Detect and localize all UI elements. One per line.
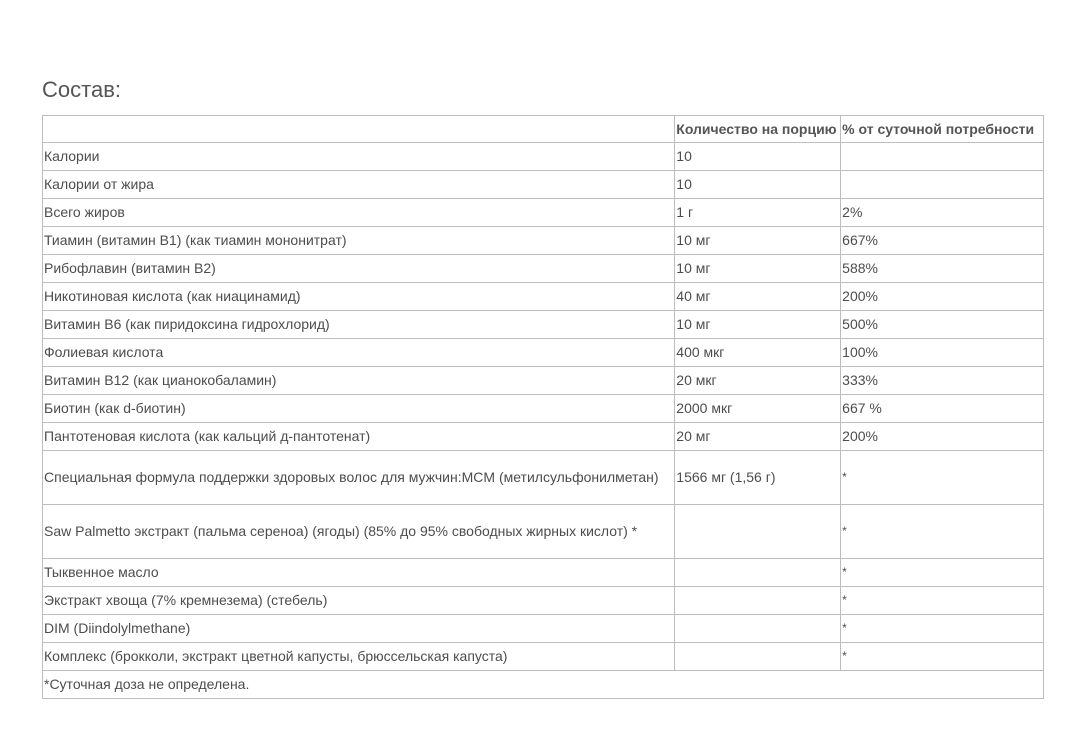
ingredient-daily-value: 667 % xyxy=(841,395,1044,423)
ingredient-name: Витамин B6 (как пиридоксина гидрохлорид) xyxy=(43,311,675,339)
ingredient-daily-value: 200% xyxy=(841,423,1044,451)
ingredient-amount: 40 мг xyxy=(675,283,841,311)
ingredient-name: Тиамин (витамин B1) (как тиамин мононитрат) xyxy=(43,227,675,255)
ingredient-name: Биотин (как d-биотин) xyxy=(43,395,675,423)
footnote: *Суточная доза не определена. xyxy=(43,671,1044,699)
ingredient-name: Всего жиров xyxy=(43,199,675,227)
ingredient-daily-value: 333% xyxy=(841,367,1044,395)
table-row xyxy=(43,395,1044,423)
ingredient-name: Тыквенное масло xyxy=(43,559,675,587)
ingredient-name: Комплекс (брокколи, экстракт цветной капусты, брюссельская капуста) xyxy=(43,643,675,671)
ingredient-daily-value: * xyxy=(841,587,1044,615)
ingredient-amount xyxy=(675,505,841,559)
ingredient-name: Фолиевая кислота xyxy=(43,339,675,367)
table-row xyxy=(43,311,1044,339)
ingredient-daily-value: 667% xyxy=(841,227,1044,255)
ingredient-amount: 10 мг xyxy=(675,227,841,255)
ingredient-amount: 10 мг xyxy=(675,255,841,283)
ingredient-amount: 20 мг xyxy=(675,423,841,451)
table-row xyxy=(43,587,1044,615)
table-row xyxy=(43,559,1044,587)
table-row xyxy=(43,615,1044,643)
ingredient-name: Экстракт хвоща (7% кремнезема) (стебель) xyxy=(43,587,675,615)
table-row xyxy=(43,505,1044,559)
table-row xyxy=(43,339,1044,367)
ingredient-daily-value: * xyxy=(841,643,1044,671)
header-daily-value: % от суточной потребности xyxy=(841,116,1044,143)
ingredient-amount xyxy=(675,615,841,643)
ingredient-name: Витамин B12 (как цианокобаламин) xyxy=(43,367,675,395)
ingredient-amount: 400 мкг xyxy=(675,339,841,367)
ingredient-amount: 2000 мкг xyxy=(675,395,841,423)
table-row xyxy=(43,255,1044,283)
ingredient-amount xyxy=(675,587,841,615)
header-ingredient xyxy=(43,116,675,143)
ingredient-amount: 20 мкг xyxy=(675,367,841,395)
ingredient-name: Никотиновая кислота (как ниацинамид) xyxy=(43,283,675,311)
ingredient-name: Рибофлавин (витамин B2) xyxy=(43,255,675,283)
ingredient-daily-value: * xyxy=(841,505,1044,559)
ingredient-name: Калории xyxy=(43,143,675,171)
ingredient-amount xyxy=(675,559,841,587)
ingredient-amount: 10 xyxy=(675,171,841,199)
ingredient-daily-value xyxy=(841,171,1044,199)
ingredient-name: Saw Palmetto экстракт (пальма сереноа) (ягоды) (85% до 95% свободных жирных кислот) * xyxy=(43,505,675,559)
ingredient-amount: 10 мг xyxy=(675,311,841,339)
composition-table xyxy=(42,115,1044,699)
table-row xyxy=(43,199,1044,227)
ingredient-daily-value: 2% xyxy=(841,199,1044,227)
ingredient-daily-value: * xyxy=(841,451,1044,505)
ingredient-daily-value: * xyxy=(841,615,1044,643)
ingredient-daily-value: 100% xyxy=(841,339,1044,367)
page-title: Состав: xyxy=(42,77,121,102)
footnote-row xyxy=(43,671,1044,699)
table-row xyxy=(43,367,1044,395)
ingredient-amount: 1566 мг (1,56 г) xyxy=(675,451,841,505)
table-row xyxy=(43,643,1044,671)
ingredient-daily-value xyxy=(841,143,1044,171)
ingredient-name: Калории от жира xyxy=(43,171,675,199)
ingredient-amount: 1 г xyxy=(675,199,841,227)
table-row xyxy=(43,451,1044,505)
ingredient-name: DIM (Diindolylmethane) xyxy=(43,615,675,643)
table-row xyxy=(43,171,1044,199)
table-header-row xyxy=(43,116,1044,143)
ingredient-amount: 10 xyxy=(675,143,841,171)
ingredient-daily-value: 588% xyxy=(841,255,1044,283)
header-amount: Количество на порцию xyxy=(675,116,841,143)
ingredient-daily-value: 500% xyxy=(841,311,1044,339)
table-row xyxy=(43,283,1044,311)
table-row xyxy=(43,423,1044,451)
ingredient-daily-value: 200% xyxy=(841,283,1044,311)
ingredient-name: Пантотеновая кислота (как кальций д-пантотенат) xyxy=(43,423,675,451)
ingredient-daily-value: * xyxy=(841,559,1044,587)
ingredient-name: Специальная формула поддержки здоровых волос для мужчин:MCM (метилсульфонилметан) xyxy=(43,451,675,505)
ingredient-amount xyxy=(675,643,841,671)
table-row xyxy=(43,143,1044,171)
table-row xyxy=(43,227,1044,255)
